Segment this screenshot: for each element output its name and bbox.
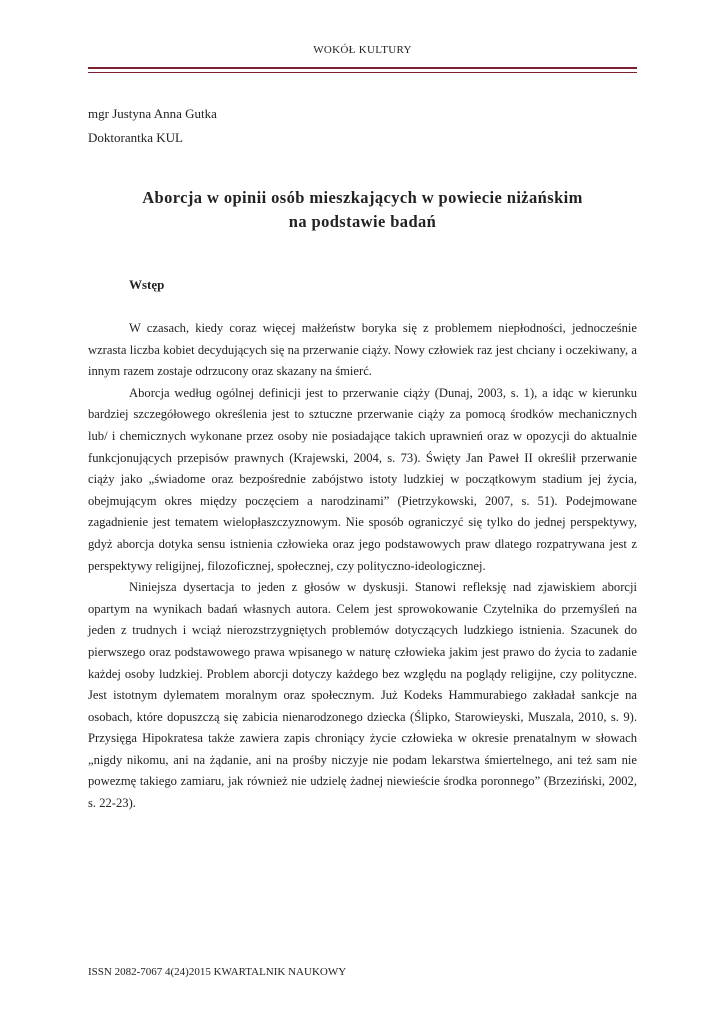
- article-title-line-1: Aborcja w opinii osób mieszkających w powiecie niżańskim: [142, 188, 583, 207]
- section-heading: Wstęp: [129, 277, 165, 292]
- paragraph-1: W czasach, kiedy coraz więcej małżeństw boryka się z problemem niepłodności, jednocześnie wzrasta liczba kobiet decydujących się na przerwanie ciąży. Nowy człowiek raz jest chciany i oczekiwany, a innym razem zostaje odrzucony oraz skazany na śmierć.: [88, 321, 637, 379]
- article-title-line-2: na podstawie badań: [288, 212, 437, 231]
- paragraph-3: Niniejsza dysertacja to jeden z głosów w dyskusji. Stanowi refleksję nad zjawiskiem aborcji opartym na wynikach badań własnych autora. Celem jest sprowokowanie Czytelnika do przemyśleń na jeden z trudnych i wciąż nierozstrzygniętych problemów dotyczących ludzkiego istnienia. Szacunek do pierwszego oraz podstawowego prawa wpisanego w naturę człowieka jakim jest prawo do życia to zadanie każdej osoby ludzkiej. Problem aborcji dotyczy każdego bez względu na poglądy religijne, czy polityczne. Jest istotnym dylematem moralnym oraz społecznym. Już Kodeks Hammurabiego zakładał sankcje na osobach, które dopuszczą się zabicia nienarodzonego dziecka (Ślipko, Starowieyski, Muszala, 2010, s. 9). Przysięga Hipokratesa także zawiera zapis chroniący życie człowieka w okresie prenatalnym w słowach „nigdy nikomu, ani na żądanie, ani na prośby niczyje nie podam lekarstwa śmiertelnego, ani też sam nie powezmę takiego zamiaru, jak również nie udzielę żadnej niewieście środka poronnego” (Brzeziński, 2002, s. 22-23).: [88, 580, 637, 811]
- body-text: [88, 318, 637, 815]
- article-title: [88, 186, 637, 234]
- running-header: WOKÓŁ KULTURY: [313, 44, 412, 56]
- paragraph-2: Aborcja według ogólnej definicji jest to przerwanie ciąży (Dunaj, 2003, s. 1), a idąc w kierunku bardziej szczegółowego określenia jest to sztuczne przerwanie ciąży za pomocą środków mechanicznych lub/ i chemicznych wykonane przez osoby nie posiadające takich uprawnień oraz w opozycji do aktualnie funkcjonujących przepisów prawnych (Krajewski, 2004, s. 73). Święty Jan Paweł II określił przerwanie ciąży jako „świadome oraz bezpośrednie zabójstwo istoty ludzkiej w początkowym stadium jej życia, obejmującym okres między poczęciem a narodzinami” (Pietrzykowski, 2007, s. 51). Podejmowane zagadnienie jest tematem wielopłaszczyznowym. Nie sposób ograniczyć się tylko do jednej perspektywy, gdyż aborcja dotyka sensu istnienia człowieka oraz jego podstawowych praw dlatego rozpatrywana jest z perspektywy religijnej, filozoficznej, społecznej, czy polityczno-ideologicznej.: [88, 385, 637, 573]
- header-rule-thick: [88, 67, 637, 69]
- footer-issn: ISSN 2082-7067 4(24)2015 KWARTALNIK NAUKOWY: [88, 966, 347, 978]
- author-affiliation: Doktorantka KUL: [88, 130, 183, 145]
- author-name: mgr Justyna Anna Gutka: [88, 106, 217, 121]
- header-rule-thin: [88, 72, 637, 73]
- author-block: [88, 102, 217, 150]
